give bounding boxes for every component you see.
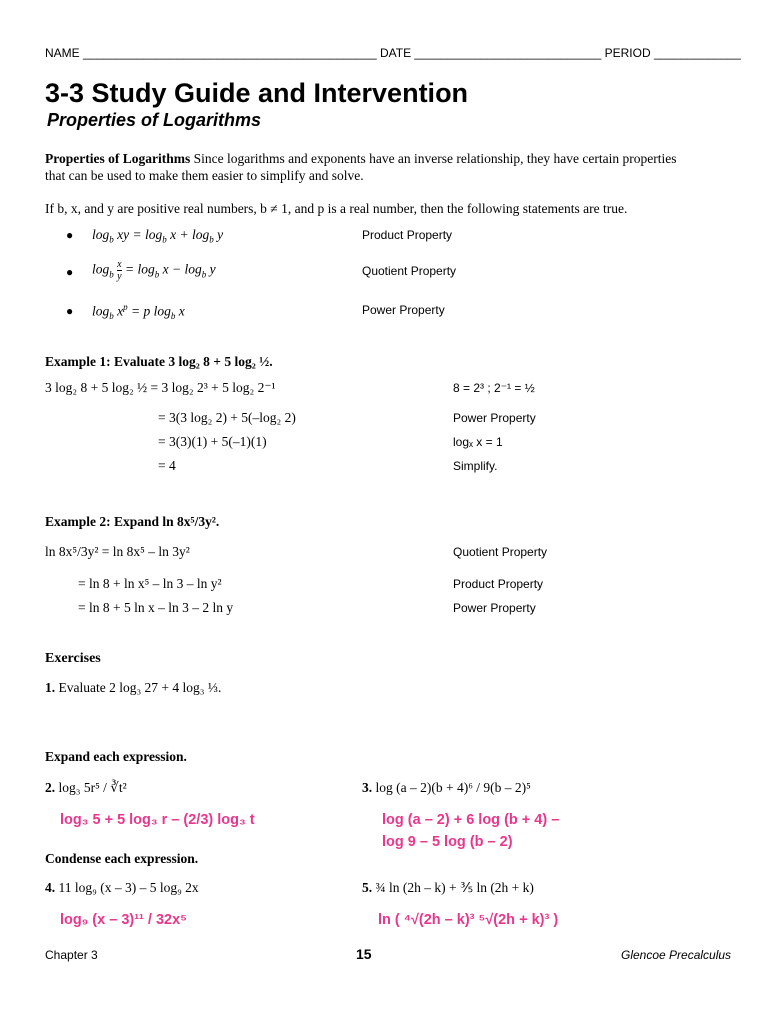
intro-text-line1: Since logarithms and exponents have an inverse relationship, they have certain properties xyxy=(190,151,677,166)
bullet-icon: ● xyxy=(66,265,74,279)
exercise-number: 1. xyxy=(45,680,56,695)
example1-note: Power Property xyxy=(453,411,536,425)
bullet-icon: ● xyxy=(66,228,74,242)
exercise-number: 4. xyxy=(45,880,56,895)
example2-heading: Example 2: Expand ln 8x⁵/3y². xyxy=(45,514,220,529)
example2-note: Power Property xyxy=(453,601,536,615)
intro-heading: Properties of Logarithms xyxy=(45,151,191,166)
exercise-number: 3. xyxy=(362,780,373,795)
header-line: NAME ____________________________________________ DATE ____________________________ PERIOD _____________ xyxy=(45,46,741,60)
footer-publisher: Glencoe Precalculus xyxy=(621,948,732,962)
condense-heading: Condense each expression. xyxy=(45,851,199,866)
bullet-icon: ● xyxy=(66,304,74,318)
exercise-4-answer: log₉ (x – 3)¹¹ / 32x⁵ xyxy=(60,912,187,928)
property-formula: $\log_b x^p = p$ $\log_b x$ xyxy=(92,302,185,322)
exercise-1 xyxy=(45,680,221,696)
property-name: Product Property xyxy=(362,228,453,242)
exercise-5-answer: ln ( ⁴√(2h – k)³ ⁵√(2h + k)³ ) xyxy=(378,912,559,928)
example2-note: Product Property xyxy=(453,577,544,591)
exercise-question: 11 log₉ (x – 3) – 5 log₉ 2x xyxy=(58,880,199,895)
example2-step: = ln 8 + ln x⁵ – ln 3 – ln y² xyxy=(78,576,222,591)
exercise-number: 2. xyxy=(45,780,56,795)
example1-step: = 4 xyxy=(158,458,176,473)
exercise-question: log (a – 2)(b + 4)⁶ / 9(b – 2)⁵ xyxy=(375,780,531,795)
exercise-number: 5. xyxy=(362,880,373,895)
page-title: 3-3 Study Guide and Intervention xyxy=(45,78,469,108)
example1-step: 3 log₂ 8 + 5 log₂ ½ = 3 log₂ 2³ + 5 log₂ 2⁻¹ xyxy=(45,380,276,395)
exercises-heading: Exercises xyxy=(45,651,101,666)
exercise-2-answer: log₃ 5 + 5 log₃ r – (2/3) log₃ t xyxy=(60,812,255,828)
example1-heading: Example 1: Evaluate 3 log₂ 8 + 5 log₂ ½. xyxy=(45,354,273,369)
intro-paragraph xyxy=(45,151,676,167)
exercise-5 xyxy=(362,880,534,896)
exercise-3-answer-line1: log (a – 2) + 6 log (b + 4) – xyxy=(382,812,560,828)
example1-note: 8 = 2³ ; 2⁻¹ = ½ xyxy=(453,381,535,395)
exercise-question: log₃ 5r⁵ / ∛t² xyxy=(58,780,127,795)
exercise-4 xyxy=(45,880,199,896)
footer-chapter: Chapter 3 xyxy=(45,948,98,962)
property-formula: $\log_b$ $\frac{x}{y}$ = $\log_b x - \log_b y$ xyxy=(92,259,216,282)
example1-note: logₓ x = 1 xyxy=(453,435,503,449)
page-subtitle: Properties of Logarithms xyxy=(47,110,262,130)
example2-step: ln 8x⁵/3y² = ln 8x⁵ – ln 3y² xyxy=(45,544,190,559)
intro-text-line2: that can be used to make them easier to simplify and solve. xyxy=(45,168,364,183)
exercise-question: ¾ ln (2h – k) + ⅗ ln (2h + k) xyxy=(375,880,534,895)
example1-step: = 3(3 log₂ 2) + 5(–log₂ 2) xyxy=(158,410,296,425)
intro-condition: If b, x, and y are positive real numbers, b ≠ 1, and p is a real number, then the following statements are true. xyxy=(45,201,628,216)
exercise-3 xyxy=(362,780,531,796)
example2-step: = ln 8 + 5 ln x – ln 3 – 2 ln y xyxy=(78,600,234,615)
expand-heading: Expand each expression. xyxy=(45,749,187,764)
exercise-2 xyxy=(45,780,127,796)
footer-page-number: 15 xyxy=(356,946,372,962)
property-name: Power Property xyxy=(362,303,445,317)
example1-step: = 3(3)(1) + 5(–1)(1) xyxy=(158,434,267,449)
example2-note: Quotient Property xyxy=(453,545,548,559)
property-name: Quotient Property xyxy=(362,264,457,278)
property-formula: $\log_b$ xy = $\log_b x + \log_b y$ xyxy=(92,227,224,245)
exercise-3-answer-line2: log 9 – 5 log (b – 2) xyxy=(382,834,513,850)
example1-note: Simplify. xyxy=(453,459,498,473)
exercise-question: Evaluate 2 log₃ 27 + 4 log₃ ⅓. xyxy=(58,680,222,695)
